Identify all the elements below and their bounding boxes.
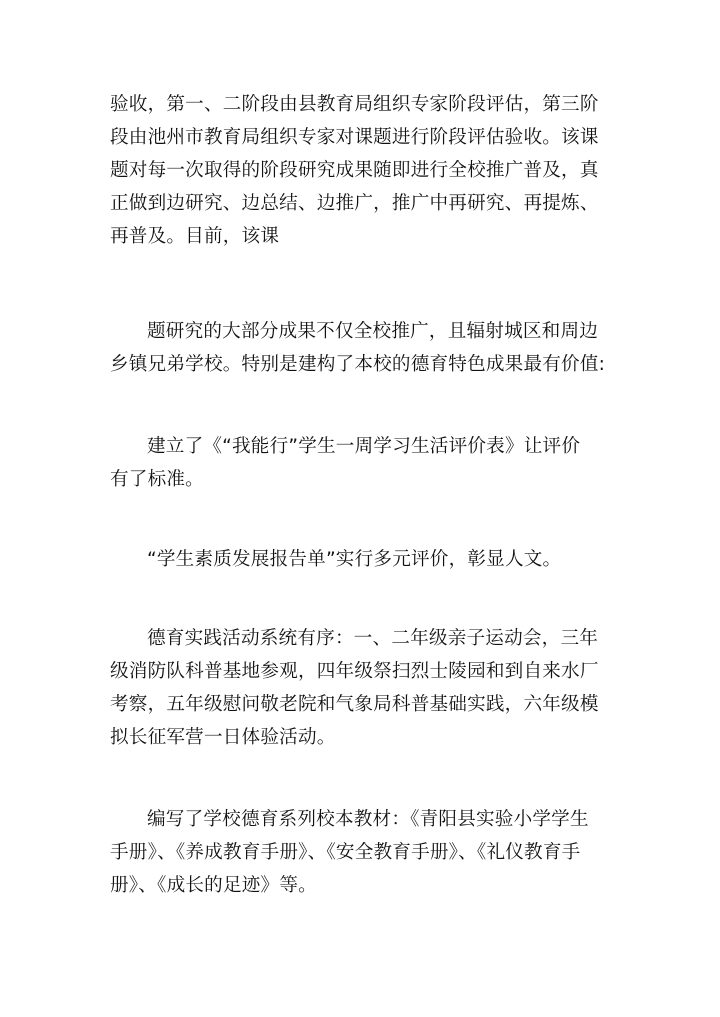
paragraph-line: 有了标准。 [110,469,204,490]
paragraph-line: 段由池州市教育局组织专家对课题进行阶段评估验收。该课 [110,127,599,148]
paragraph-line [110,803,610,836]
paragraph-3 [110,430,610,496]
paragraph-text: “学生素质发展报告单”实行多元评价，彰显人文。 [147,549,562,570]
paragraph-line: 正做到边研究、边总结、边推广，推广中再研究、再提炼、 [110,193,599,214]
paragraph-text: 编写了学校德育系列校本教材：《青阳县实验小学学生 [147,809,589,830]
paragraph-line: 级消防队科普基地参观，四年级祭扫烈士陵园和到自来水厂 [110,661,599,682]
paragraph-line: 验收，第一、二阶段由县教育局组织专家阶段评估，第三阶 [110,94,599,115]
paragraph-line: 考察，五年级慰问敬老院和气象局科普基础实践，六年级模 [110,694,599,715]
paragraph-text: 德育实践活动系统有序：一、二年级亲子运动会，三年 [147,628,599,649]
paragraph-6 [110,803,610,902]
paragraph-line: 拟长征军营一日体验活动。 [110,727,336,748]
paragraph-5 [110,622,610,754]
paragraph-1 [110,88,610,253]
paragraph-line: 乡镇兄弟学校。特别是建构了本校的德育特色成果最有价值: [110,354,606,375]
paragraph-text: 题研究的大部分成果不仅全校推广，且辐射城区和周边 [147,321,599,342]
paragraph-line [110,315,610,348]
paragraph-line: 册》、《成长的足迹》等。 [110,875,317,896]
paragraph-line: 再普及。目前，该课 [110,226,280,247]
paragraph-text: 建立了《“我能行”学生一周学习生活评价表》让评价 [147,436,581,457]
paragraph-line: 题对每一次取得的阶段研究成果随即进行全校推广普及，真 [110,160,599,181]
paragraph-line [110,543,610,576]
paragraph-4 [110,543,610,576]
paragraph-line: 手册》、《养成教育手册》、《安全教育手册》、《礼仪教育手 [110,842,581,863]
paragraph-2 [110,315,610,381]
paragraph-line [110,430,610,463]
paragraph-line [110,622,610,655]
